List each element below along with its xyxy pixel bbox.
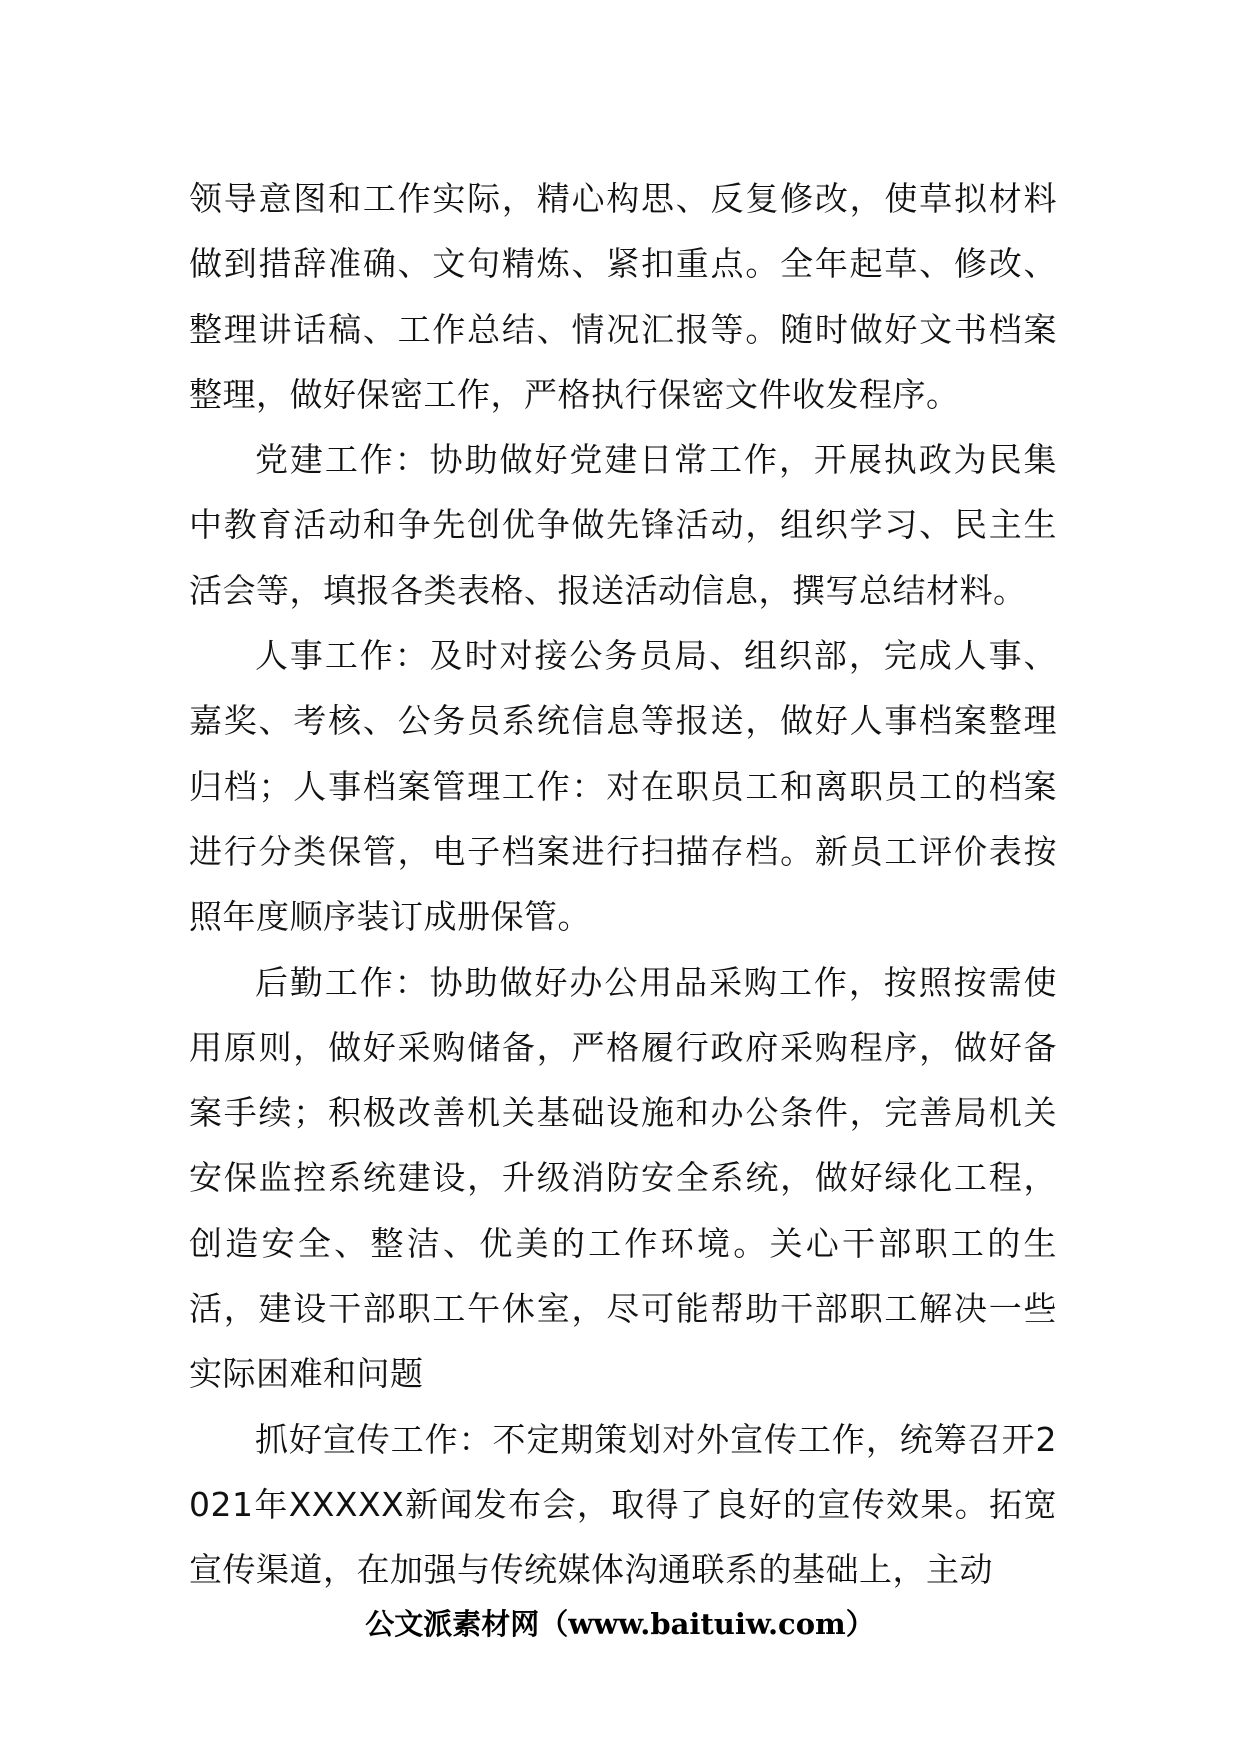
paragraph-publicity: 抓好宣传工作：不定期策划对外宣传工作，统筹召开2021年XXXXX新闻发布会，取得了良好的宣传效果。拓宽宣传渠道，在加强与传统媒体沟通联系的基础上，主动 bbox=[189, 1419, 1057, 1590]
page-footer-watermark: 公文派素材网（www.baituiw.com） bbox=[365, 1607, 875, 1641]
paragraph-continuation: 领导意图和工作实际，精心构思、反复修改，使草拟材料做到措辞准确、文句精炼、紧扣重点。全年起草、修改、整理讲话稿、工作总结、情况汇报等。随时做好文书档案整理，做好保密工作，严格执行保密文件收发程序。 bbox=[189, 179, 1057, 414]
paragraph-party-building: 党建工作：协助做好党建日常工作，开展执政为民集中教育活动和争先创优争做先锋活动，组织学习、民主生活会等，填报各类表格、报送活动信息，撰写总结材料。 bbox=[189, 440, 1057, 610]
paragraph-personnel: 人事工作：及时对接公务员局、组织部，完成人事、嘉奖、考核、公务员系统信息等报送，做好人事档案整理归档；人事档案管理工作：对在职员工和离职员工的档案进行分类保管，电子档案进行扫描存档。新员工评价表按照年度顺序装订成册保管。 bbox=[189, 636, 1057, 937]
document-body bbox=[189, 166, 1057, 1603]
paragraph-logistics: 后勤工作：协助做好办公用品采购工作，按照按需使用原则，做好采购储备，严格履行政府采购程序，做好备案手续；积极改善机关基础设施和办公条件，完善局机关安保监控系统建设，升级消防安全系统，做好绿化工程，创造安全、整洁、优美的工作环境。关心干部职工的生活，建设干部职工午休室，尽可能帮助干部职工解决一些实际困难和问题 bbox=[189, 962, 1057, 1394]
